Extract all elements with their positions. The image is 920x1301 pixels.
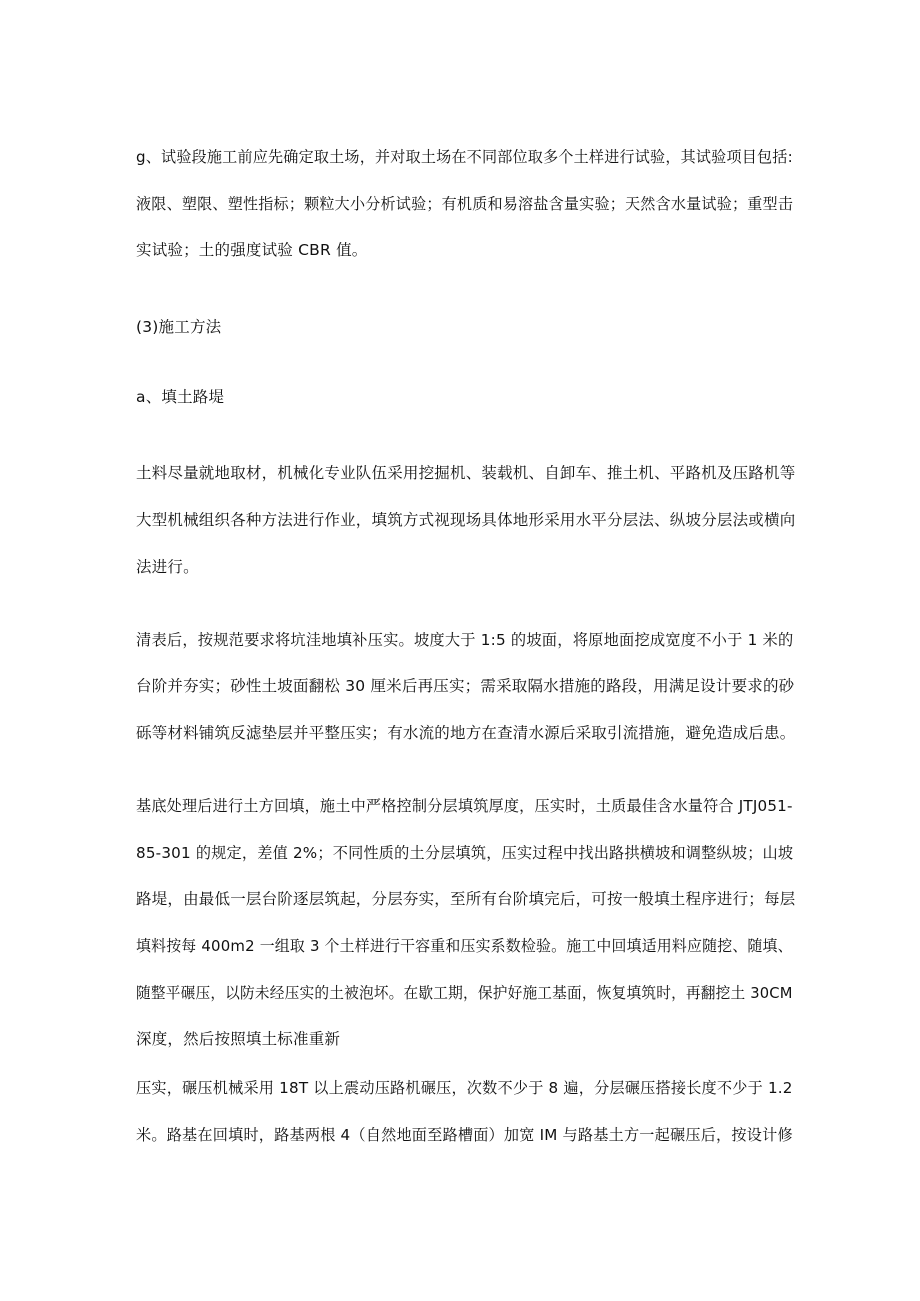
backfill-line-2: 85-301 的规定，差值 2%；不同性质的土分层填筑，压实过程中找出路拱横坡和调整纵坡；山坡 bbox=[136, 844, 794, 862]
section-g-line-2: 液限、塑限、塑性指标；颗粒大小分析试验；有机质和易溶盐含量实验；天然含水量试验；重型击 bbox=[136, 195, 794, 213]
heading-construction-method: (3)施工方法 bbox=[136, 318, 222, 336]
heading-fill-embankment: a、填土路堤 bbox=[136, 388, 225, 406]
compaction-line-2: 米。路基在回填时，路基两根 4（自然地面至路槽面）加宽 IM 与路基土方一起碾压后，按设计修 bbox=[136, 1126, 793, 1144]
backfill-line-5: 随整平碾压，以防未经压实的土被泡坏。在歇工期，保护好施工基面，恢复填筑时，再翻挖土 30CM bbox=[136, 984, 793, 1002]
backfill-line-6: 深度，然后按照填土标准重新 bbox=[136, 1030, 341, 1048]
backfill-line-3: 路堤，由最低一层台阶逐层筑起，分层夯实，至所有台阶填完后，可按一般填土程序进行；每层 bbox=[136, 890, 796, 908]
backfill-line-4: 填料按每 400m2 一组取 3 个土样进行干容重和压实系数检验。施工中回填适用料应随挖、随填、 bbox=[136, 937, 793, 955]
section-g-line-1: g、试验段施工前应先确定取土场，并对取土场在不同部位取多个土样进行试验，其试验项目包括: bbox=[136, 148, 793, 166]
materials-line-3: 法进行。 bbox=[136, 558, 199, 576]
section-g-line-3: 实试验；土的强度试验 CBR 值。 bbox=[136, 241, 368, 259]
compaction-line-1: 压实，碾压机械采用 18T 以上震动压路机碾压，次数不少于 8 遍，分层碾压搭接长度不少于 1.2 bbox=[136, 1079, 793, 1097]
materials-line-1: 土料尽量就地取材，机械化专业队伍采用挖掘机、装载机、自卸车、推土机、平路机及压路机等 bbox=[136, 464, 796, 482]
materials-line-2: 大型机械组织各种方法进行作业，填筑方式视现场具体地形采用水平分层法、纵坡分层法或横向 bbox=[136, 511, 796, 529]
clearing-line-3: 砾等材料铺筑反滤垫层并平整压实；有水流的地方在查清水源后采取引流措施，避免造成后患。 bbox=[136, 724, 796, 742]
clearing-line-1: 清表后，按规范要求将坑洼地填补压实。坡度大于 1:5 的坡面，将原地面挖成宽度不小于 1 米的 bbox=[136, 631, 794, 649]
backfill-line-1: 基底处理后进行土方回填，施土中严格控制分层填筑厚度，压实时，土质最佳含水量符合 JTJ051- bbox=[136, 797, 793, 815]
clearing-line-2: 台阶并夯实；砂性土坡面翻松 30 厘米后再压实；需采取隔水措施的路段，用满足设计要求的砂 bbox=[136, 677, 795, 695]
